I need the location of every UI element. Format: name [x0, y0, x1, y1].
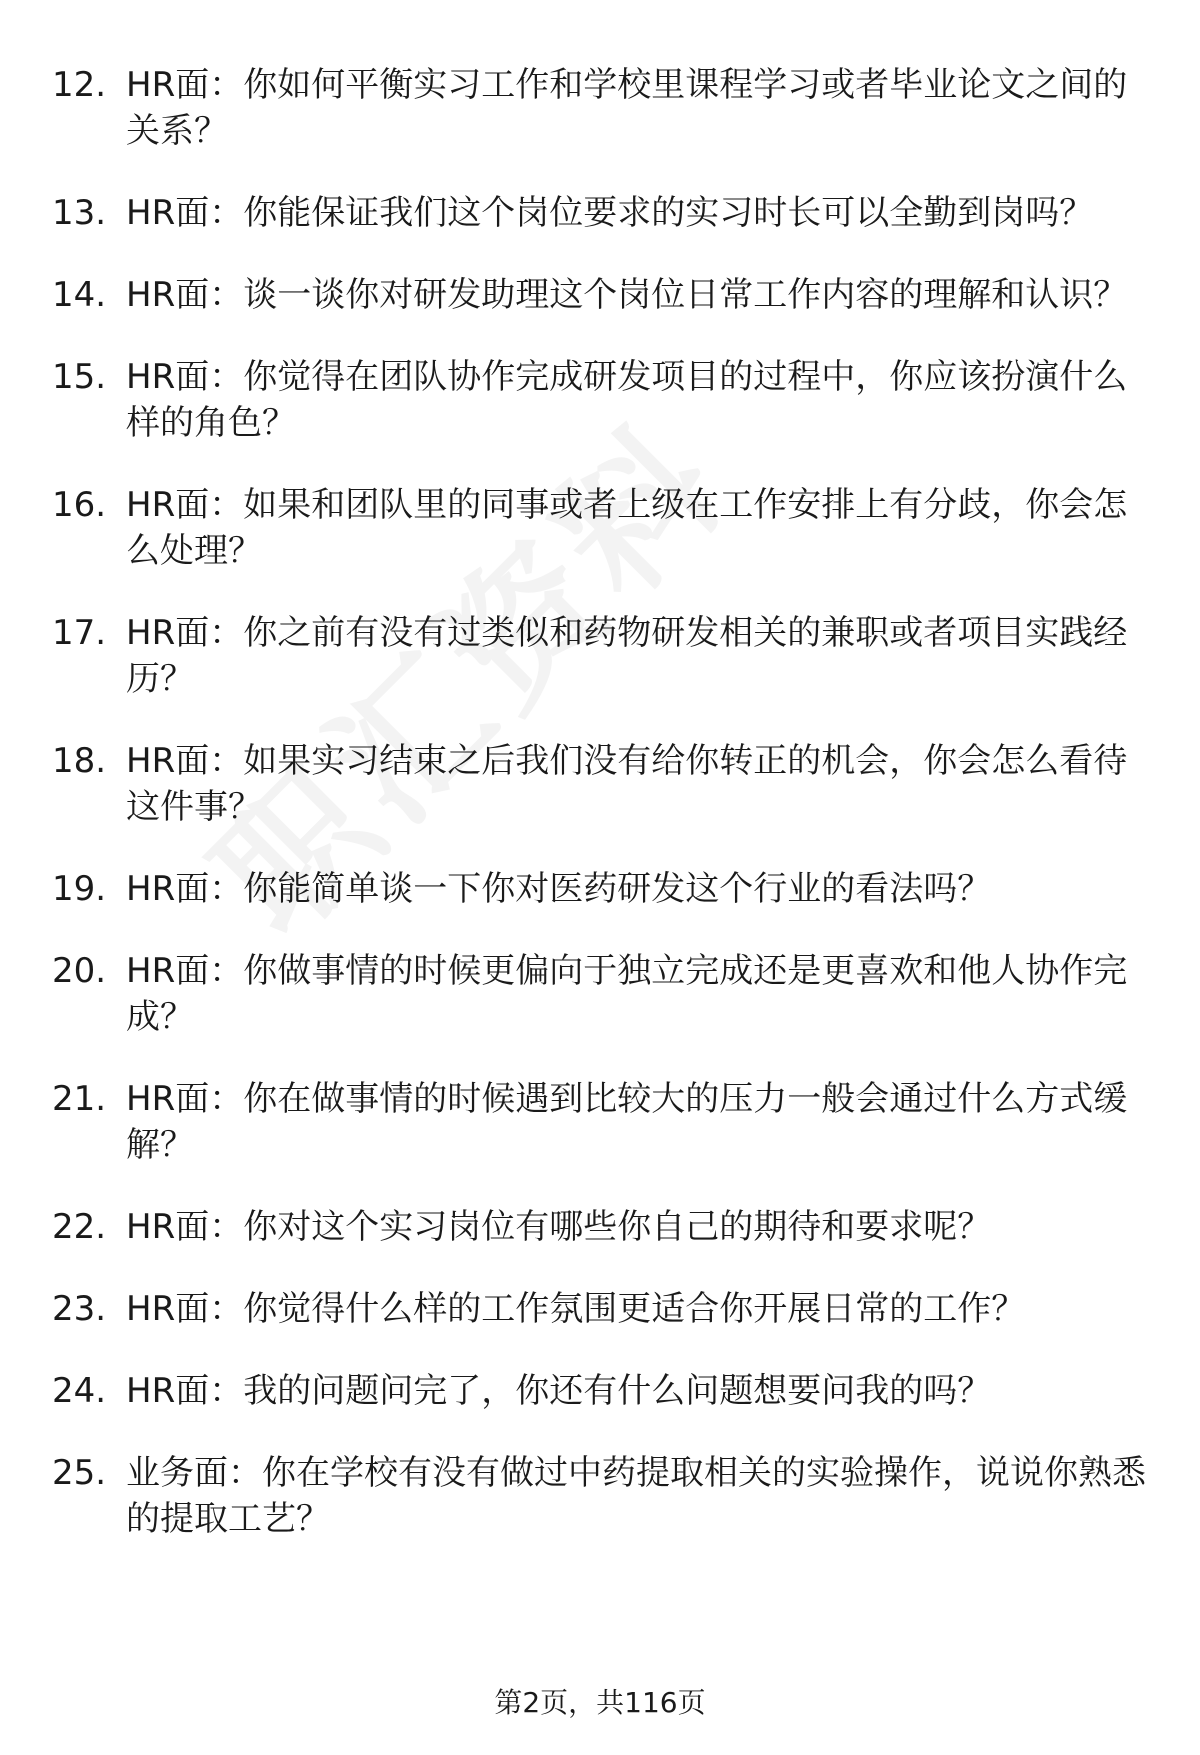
question-text: HR面：谈一谈你对研发助理这个岗位日常工作内容的理解和认识？: [126, 275, 1128, 315]
question-text: HR面：你能保证我们这个岗位要求的实习时长可以全勤到岗吗？: [126, 193, 1094, 233]
question-item: [0, 354, 1200, 446]
question-item: [0, 1286, 1200, 1332]
question-number: 18.: [52, 741, 107, 781]
question-item: [0, 1450, 1200, 1542]
question-number: 24.: [52, 1371, 107, 1411]
question-number: 13.: [52, 193, 107, 233]
question-number: 21.: [52, 1079, 107, 1119]
question-item: [0, 866, 1200, 912]
question-list: [0, 62, 1200, 1578]
question-text: HR面：你对这个实习岗位有哪些你自己的期待和要求呢？: [126, 1207, 992, 1247]
question-item: [0, 1368, 1200, 1414]
question-text: HR面：你能简单谈一下你对医药研发这个行业的看法吗？: [126, 869, 992, 909]
question-text: HR面：你觉得什么样的工作氛围更适合你开展日常的工作？: [126, 1289, 1026, 1329]
question-number: 12.: [52, 65, 107, 105]
question-item: [0, 272, 1200, 318]
question-item: [0, 1076, 1200, 1168]
question-number: 25.: [52, 1453, 107, 1493]
page-footer: 第2页，共116页: [494, 1686, 706, 1719]
question-text: 业务面：你在学校有没有做过中药提取相关的实验操作，说说你熟悉的提取工艺？: [126, 1453, 1146, 1539]
question-number: 22.: [52, 1207, 107, 1247]
question-text: HR面：你做事情的时候更偏向于独立完成还是更喜欢和他人协作完成？: [126, 951, 1128, 1037]
question-text: HR面：如果实习结束之后我们没有给你转正的机会，你会怎么看待这件事？: [126, 741, 1128, 827]
question-number: 19.: [52, 869, 107, 909]
question-text: HR面：你觉得在团队协作完成研发项目的过程中，你应该扮演什么样的角色？: [126, 357, 1128, 443]
question-text: HR面：你在做事情的时候遇到比较大的压力一般会通过什么方式缓解？: [126, 1079, 1128, 1165]
question-item: [0, 190, 1200, 236]
question-text: HR面：我的问题问完了，你还有什么问题想要问我的吗？: [126, 1371, 992, 1411]
question-item: [0, 62, 1200, 154]
question-text: HR面：你之前有没有过类似和药物研发相关的兼职或者项目实践经历？: [126, 613, 1128, 699]
question-item: [0, 1204, 1200, 1250]
question-number: 23.: [52, 1289, 107, 1329]
question-number: 20.: [52, 951, 107, 991]
question-number: 15.: [52, 357, 107, 397]
question-item: [0, 482, 1200, 574]
question-item: [0, 610, 1200, 702]
question-item: [0, 738, 1200, 830]
question-number: 14.: [52, 275, 107, 315]
question-number: 17.: [52, 613, 107, 653]
question-number: 16.: [52, 485, 107, 525]
question-text: HR面：如果和团队里的同事或者上级在工作安排上有分歧，你会怎么处理？: [126, 485, 1128, 571]
question-item: [0, 948, 1200, 1040]
question-text: HR面：你如何平衡实习工作和学校里课程学习或者毕业论文之间的关系？: [126, 65, 1128, 151]
